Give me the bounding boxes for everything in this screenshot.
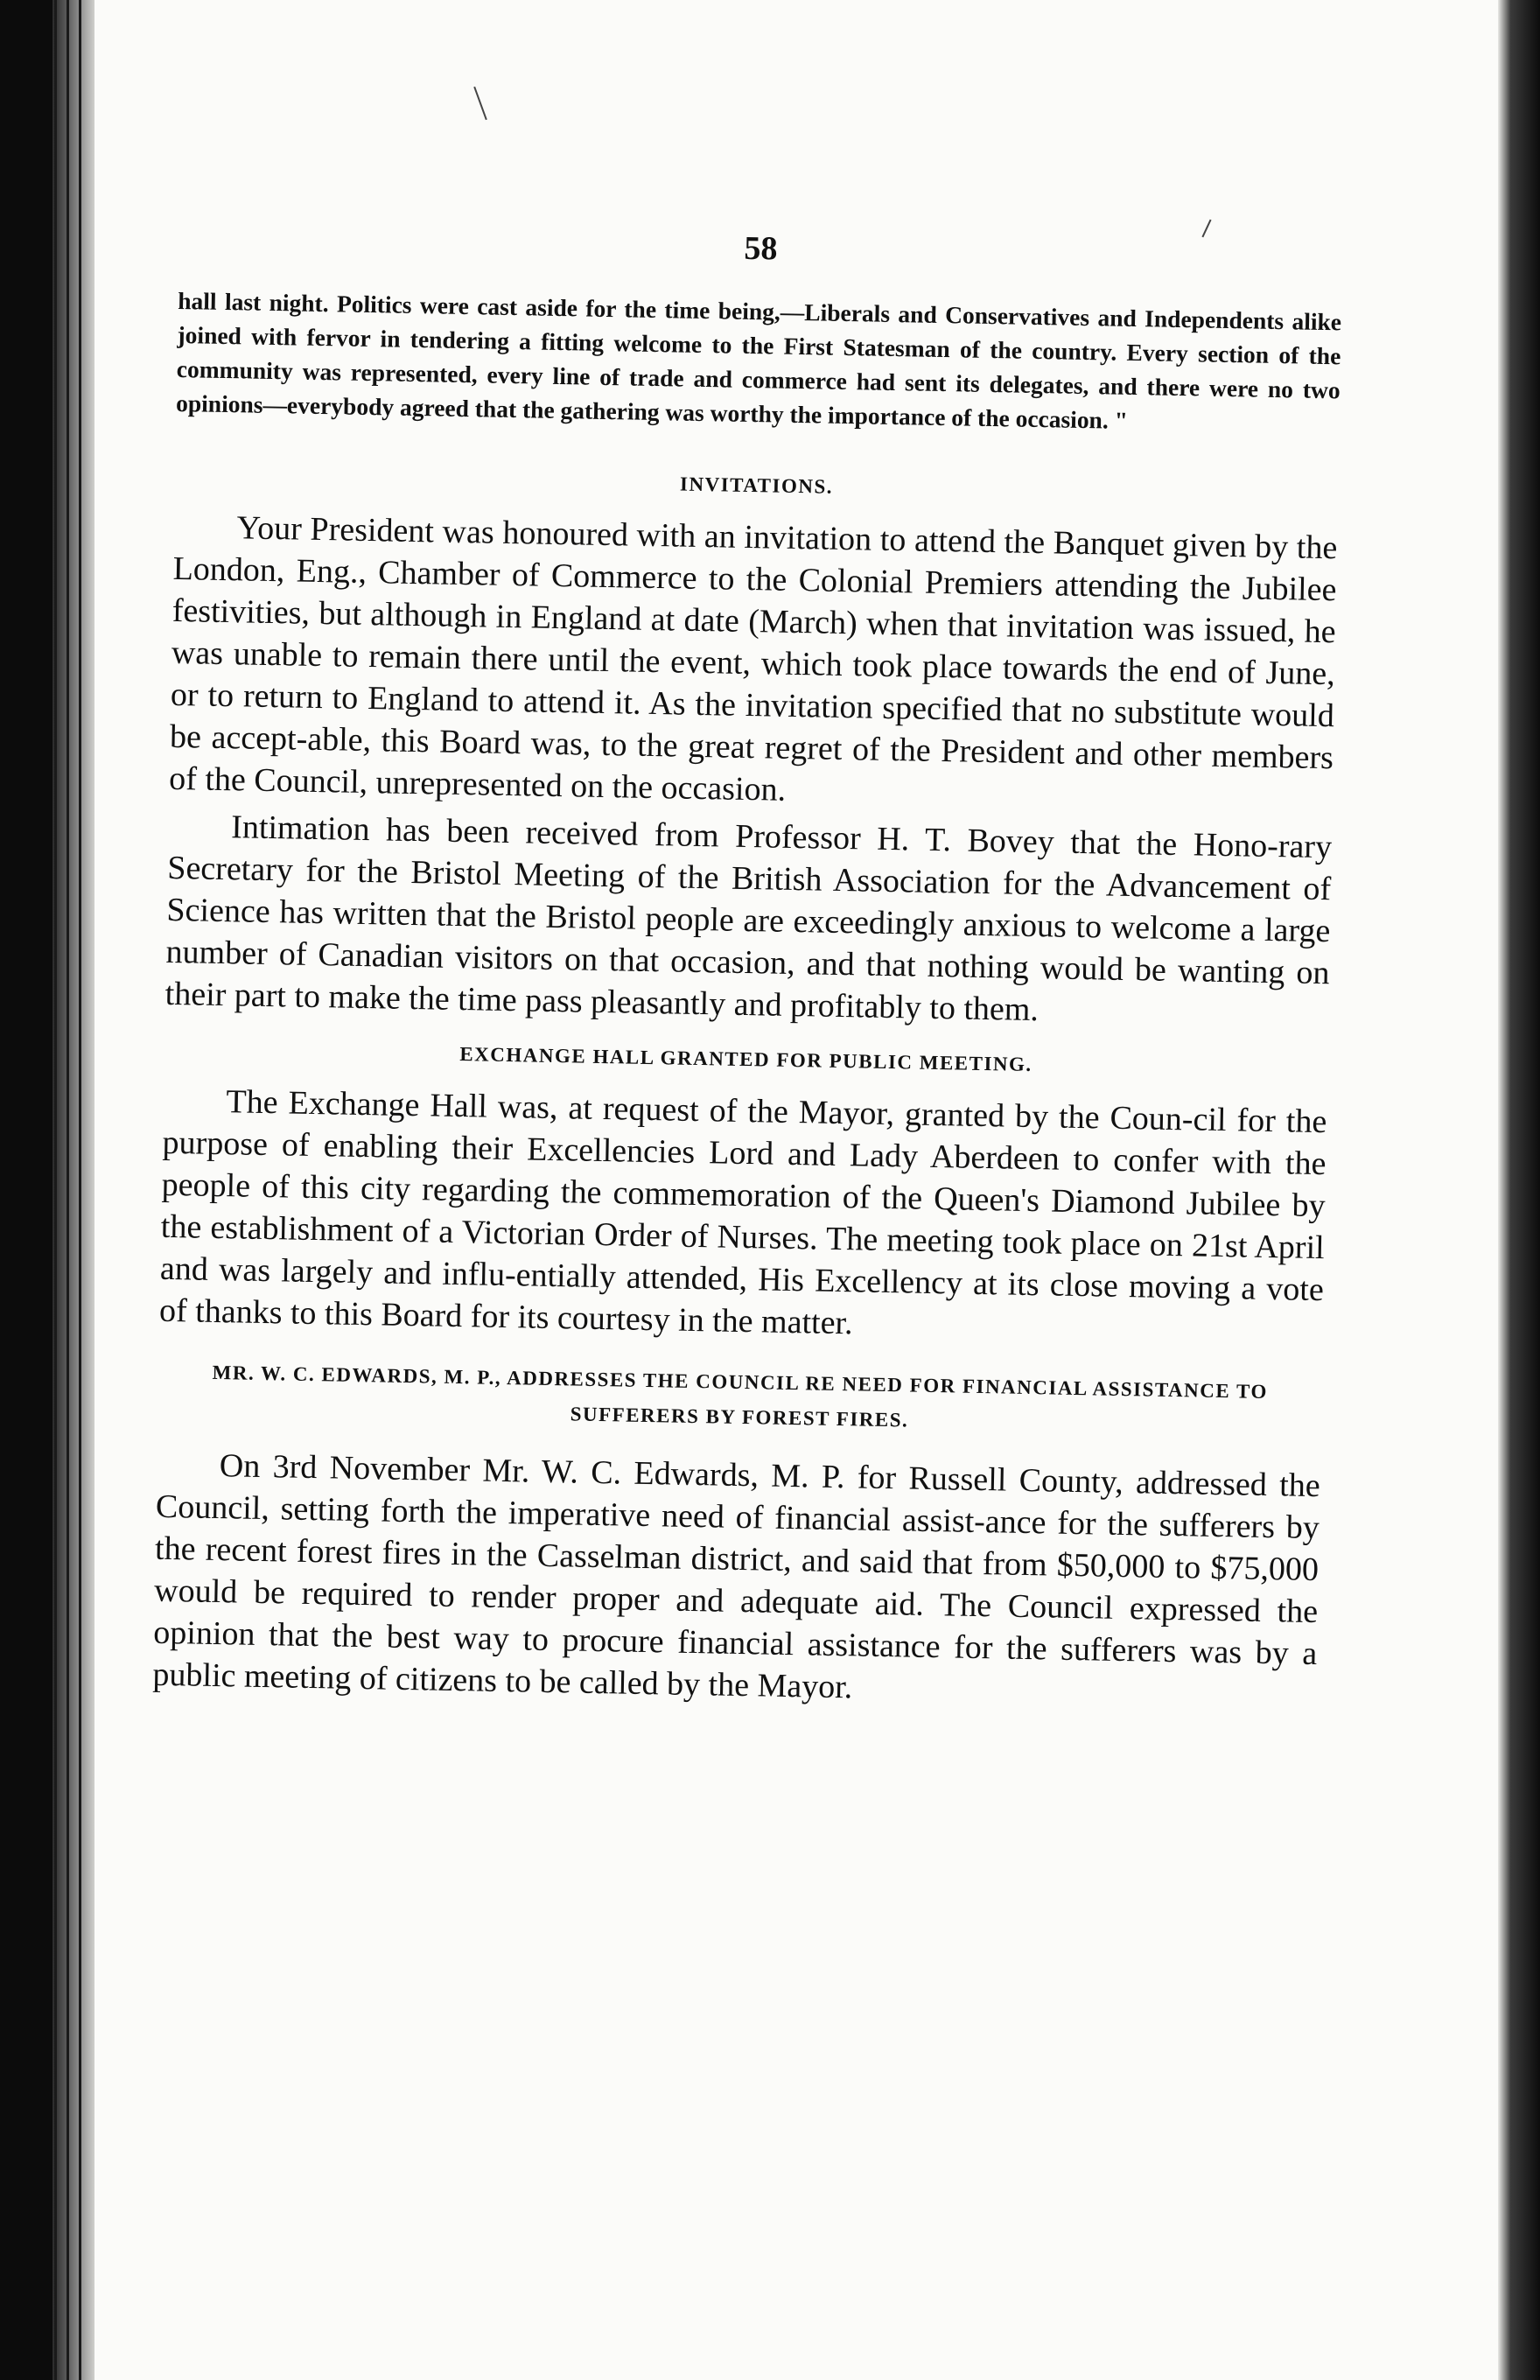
body-paragraph: The Exchange Hall was, at request of the Mayor, granted by the Coun-cil for the purpose of enabling their Excellencies Lord and Lady Aberdeen to confer with the people of this city regarding the commemoration of the Queen's Diamond Jubilee by the establishment of a Victorian Order of Nurses. The meeting took place on 21st April and was largely and influ-entially attended, His Excellency at its close moving a vote of thanks to this Board for its courtesy in the matter. (158, 1083, 1327, 1342)
section-heading: MR. W. C. EDWARDS, M. P., ADDRESSES THE COUNCIL RE NEED FOR FINANCIAL ASSISTANCE TO SUFFERERS BY FOREST FIRES. (212, 1361, 1269, 1432)
section-edwards-address (152, 1354, 1322, 1717)
section-exchange-hall (159, 1038, 1328, 1353)
body-paragraph: On 3rd November Mr. W. C. Edwards, M. P. for Russell County, addressed the Council, setting forth the imperative need of financial assist-ance for the sufferers by the recent forest fires in the Casselman district, and said that from $50,000 to $75,000 would be required to render proper and adequate aid. The Council expressed the opinion that the best way to procure financial assistance for the sufferers was by a public meeting of citizens to be called by the Mayor. (152, 1447, 1321, 1706)
facing-page-edge (1498, 0, 1540, 2380)
body-paragraph: Your President was honoured with an invitation to attend the Banquet given by the London, Eng., Chamber of Commerce to the Colonial Premiers attending the Jubilee festivities, but although in England at date (March) when that invitation was issued, he was unable to remain there until the event, which took place towards the end of June, or to return to England to attend it. As the invitation specified that no substitute would be accept-able, this Board was, to the great regret of the President and other members of the Council, unrepresented on the occasion. (168, 509, 1338, 808)
quoted-text-continuation: hall last night. Politics were cast aside for the time being,—Liberals and Conservatives and Independents alike joined with fervor in tendering a fitting welcome to the First Statesman of the country. Every section of the community was represented, every line of trade and commerce had sent its delegates, and there were no two opinions—everybody agreed that the gathering was worthy the importance of the occasion. " (175, 286, 1342, 434)
section-heading: EXCHANGE HALL GRANTED FOR PUBLIC MEETING. (459, 1043, 1032, 1076)
section-heading: INVITATIONS. (679, 472, 834, 498)
spine-edge-line (54, 0, 57, 2380)
body-paragraph: Intimation has been received from Professor H. T. Bovey that the Hono-rary Secretary for the Bristol Meeting of the British Association for the Advancement of Science has written that the Bristol people are exceedingly anxious to welcome a large number of Canadian visitors on that occasion, and that nothing would be wanting on their part to make the time pass pleasantly and profitably to them. (164, 808, 1333, 1029)
spine-edge-line (79, 0, 81, 2380)
page-number: 58 (744, 229, 778, 268)
page-text (152, 219, 1343, 1740)
section-invitations (164, 464, 1338, 1036)
spine-edge-line (66, 0, 69, 2380)
